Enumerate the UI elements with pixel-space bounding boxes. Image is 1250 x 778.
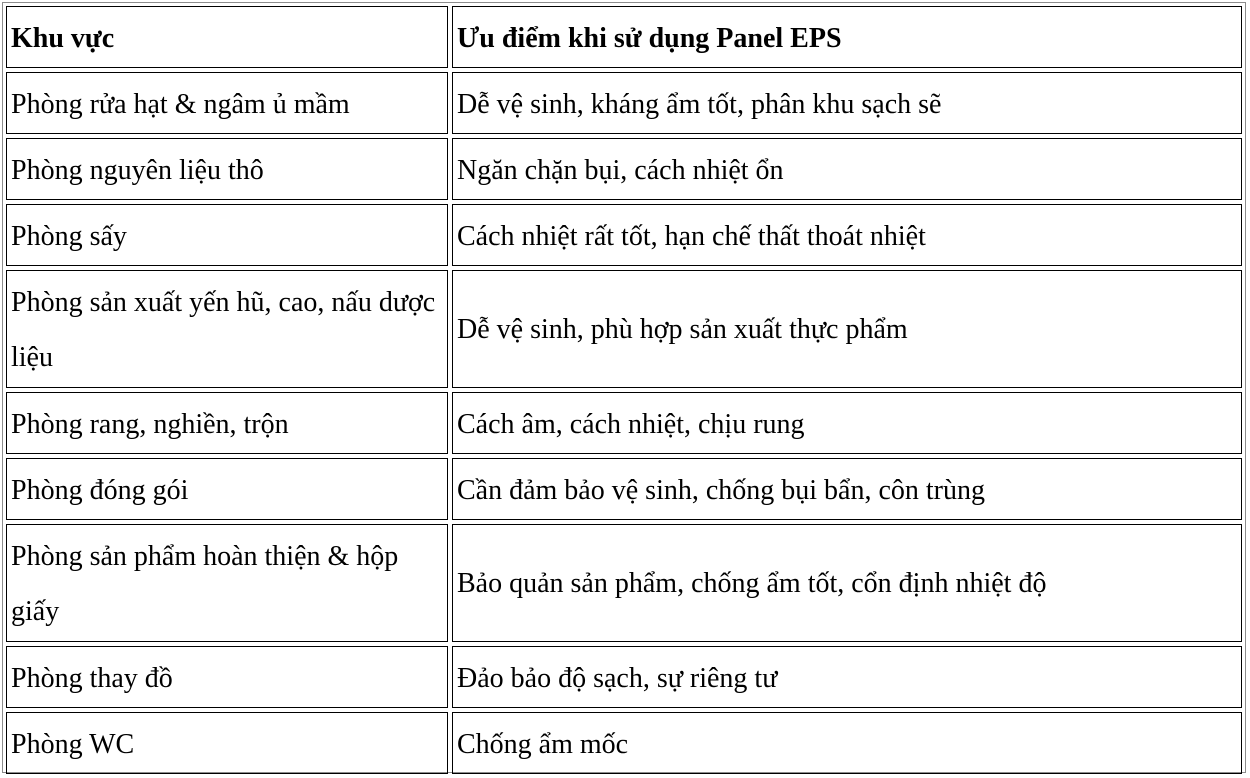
cell-area: Phòng WC bbox=[6, 712, 448, 774]
cell-advantage: Đảo bảo độ sạch, sự riêng tư bbox=[452, 646, 1242, 708]
cell-area: Phòng sấy bbox=[6, 204, 448, 266]
cell-area: Phòng rang, nghiền, trộn bbox=[6, 392, 448, 454]
header-area: Khu vực bbox=[6, 6, 448, 68]
table-row bbox=[6, 204, 1242, 266]
cell-area: Phòng nguyên liệu thô bbox=[6, 138, 448, 200]
cell-advantage: Cần đảm bảo vệ sinh, chống bụi bẩn, côn trùng bbox=[452, 458, 1242, 520]
cell-advantage: Ngăn chặn bụi, cách nhiệt ổn bbox=[452, 138, 1242, 200]
cell-area: Phòng sản xuất yến hũ, cao, nấu dược liệu bbox=[6, 270, 448, 388]
cell-advantage: Cách nhiệt rất tốt, hạn chế thất thoát nhiệt bbox=[452, 204, 1242, 266]
header-advantage: Ưu điểm khi sử dụng Panel EPS bbox=[452, 6, 1242, 68]
eps-panel-table bbox=[2, 2, 1246, 778]
cell-area: Phòng rửa hạt & ngâm ủ mầm bbox=[6, 72, 448, 134]
cell-advantage: Dễ vệ sinh, kháng ẩm tốt, phân khu sạch sẽ bbox=[452, 72, 1242, 134]
cell-advantage: Cách âm, cách nhiệt, chịu rung bbox=[452, 392, 1242, 454]
cell-area: Phòng đóng gói bbox=[6, 458, 448, 520]
table-row bbox=[6, 646, 1242, 708]
cell-advantage: Dễ vệ sinh, phù hợp sản xuất thực phẩm bbox=[452, 270, 1242, 388]
cell-area: Phòng sản phẩm hoàn thiện & hộp giấy bbox=[6, 524, 448, 642]
cell-advantage: Chống ẩm mốc bbox=[452, 712, 1242, 774]
table-row bbox=[6, 72, 1242, 134]
table-row bbox=[6, 712, 1242, 774]
table-row bbox=[6, 458, 1242, 520]
table-row bbox=[6, 138, 1242, 200]
table-row bbox=[6, 392, 1242, 454]
table-row bbox=[6, 524, 1242, 642]
cell-advantage: Bảo quản sản phẩm, chống ẩm tốt, cổn định nhiệt độ bbox=[452, 524, 1242, 642]
table-row bbox=[6, 270, 1242, 388]
table-header-row bbox=[6, 6, 1242, 68]
cell-area: Phòng thay đồ bbox=[6, 646, 448, 708]
